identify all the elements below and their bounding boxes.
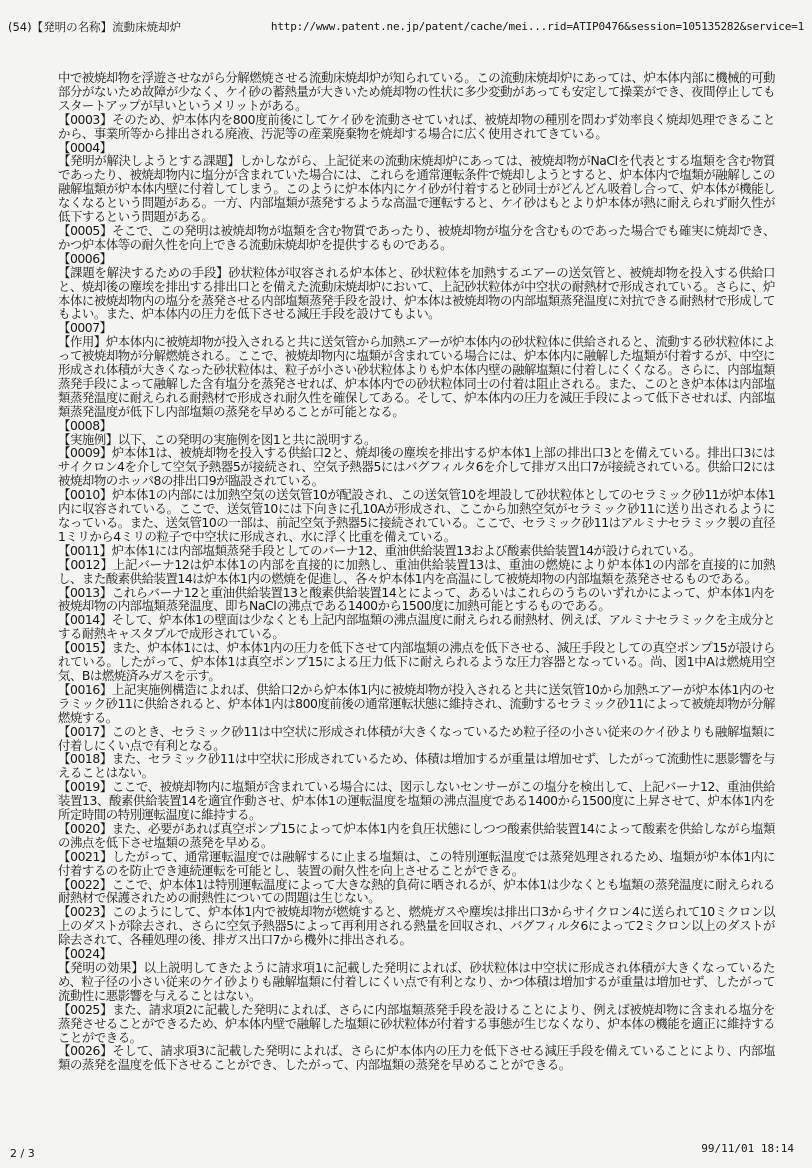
paragraph-0017: 【0017】このとき、セラミック砂11は中空状に形成され体積が大きくなっているため粒子径の小さい従来のケイ砂よりも融解塩類に付着しにくい点で有利となる。: [58, 723, 775, 753]
paragraph-0011: 【0011】炉本体1には内部塩類蒸発手段としてのバーナ12、重油供給装置13および酸素供給装置14が設けられている。: [58, 542, 701, 558]
paragraph-0016: 【0016】上記実施例構造によれば、供給口2から炉本体1内に被焼却物が投入されると共に送気管10から加熱エアーが炉本体1内のセラミック砂11に供給されると、炉本体1内は800度前後の通常運転状態に維持され、流動するセラミック砂11によって被焼却物が分解燃焼する。: [58, 681, 775, 725]
operation: 【作用】炉本体内に被焼却物が投入されると共に送気管から加熱エアーが炉本体内の砂状粒体に供給されると、流動する砂状粒体によって被焼却物が分解燃焼される。ここで、被焼却物内に塩類が含まれている場合には、炉本体内に融解した塩類が付着するが、中空に形成され体積が大きくなった砂状粒体は、粒子が小さい砂状粒体よりも炉本体内壁の融解塩類に付着しにくくなる。さらに、内部塩類蒸発手段によって融解した含有塩分を蒸発させれば、炉本体内での砂状粒体同士の付着は阻止される。また、このとき炉本体は内部塩類蒸発温度に耐えられる耐熱材で形成され耐久性を確保してある。そして、炉本体内の圧力を減圧手段によって低下させれば、内部塩類蒸発温度が低下し内部塩類の蒸発を早めることが可能となる。: [58, 334, 775, 419]
paragraph-0018: 【0018】また、セラミック砂11は中空状に形成されているため、体積は増加するが重量は増加せず、したがって流動性に悪影響を与えることはない。: [58, 751, 775, 781]
paragraph-0025: 【0025】また、請求項2に記載した発明によれば、さらに内部塩類蒸発手段を設けることにより、例えば被焼却物に含まれる塩分を蒸発させることができるため、炉本体内壁で融解した塩類に砂状粒体が付着する事態が生じなくなり、炉本体の機能を適正に維持することができる。: [58, 1001, 775, 1045]
paragraph-0004-marker: 【0004】: [58, 139, 112, 155]
paragraph-0010: 【0010】炉本体1の内部には加熱空気の送気管10が配設され、この送気管10を埋設して砂状粒体としてのセラミック砂11が炉本体1内に収容されている。ここで、送気管10には下向きに孔10Aが形成され、ここから加熱空気がセラミック砂11に送り出されるようになっている。また、送気管10の一部は、前記空気予熱器5に接続されている。ここで、セラミック砂11はアルミナセラミック製の直径1ミリから4ミリの粒子で中空状に形成され、水に浮く比重を備えている。: [58, 487, 775, 544]
source-url: http://www.patent.ne.jp/patent/cache/mei...rid=ATIP0476&session=105135282&service=1: [270, 20, 804, 33]
paragraph-0019: 【0019】ここで、被焼却物内に塩類が含まれている場合には、図示しないセンサーがこの塩分を検出して、上記バーナ12、重油供給装置13、酸素供給装置14を適宜作動させ、炉本体1の運転温度を塩類の沸点温度である1400から1500度に上昇させて、炉本体1内を所定時間の特別運転温度に維持する。: [58, 779, 775, 823]
invention-title: (54)【発明の名称】流動床焼却炉: [8, 20, 182, 34]
paragraph-0008-marker: 【0008】: [58, 417, 112, 433]
paragraph-0022: 【0022】ここで、炉本体1は特別運転温度によって大きな熱的負荷に晒されるが、炉本体1は少なくとも塩類の蒸発温度に耐えられる耐熱材で保護されための耐熱性についての問題は生じない。: [58, 876, 775, 906]
paragraph-0021: 【0021】したがって、通常運転温度では融解するに止まる塩類は、この特別運転温度では蒸発処理されるため、塩類が炉本体1内に付着するのを防止でき連続運転を可能とし、装置の耐久性を向上させることができる。: [58, 848, 775, 878]
paragraph-0026: 【0026】そして、請求項3に記載した発明によれば、さらに炉本体内の圧力を低下させる減圧手段を備えていることにより、内部塩類の蒸発を温度を低下させることができ、したがって、内部塩類の蒸発を早めることができる。: [58, 1043, 775, 1073]
paragraph-0002-continued: 中で被焼却物を浮遊させながら分解燃焼させる流動床焼却炉が知られている。この流動床焼却炉にあっては、炉本体内部に機械的可動部分がないため故障が少なく、ケイ砂の蓄熱量が大きいため焼却物の性状に多少変動があっても安定して操業ができ、夜間停止してもスタートアップが早いというメリットがある。: [58, 71, 775, 113]
paragraph-0006-marker: 【0006】: [58, 250, 112, 266]
paragraph-0009: 【0009】炉本体1は、被焼却物を投入する供給口2と、焼却後の塵埃を排出する炉本体1上部の排出口3とを備えている。排出口3にはサイクロン4を介して空気予熱器5が接続され、空気予熱器5にはバグフィルタ6を介して排ガス出口7が接続されている。供給口2には被焼却物のホッパ8の排出口9が臨設されている。: [58, 445, 775, 489]
paragraph-0015: 【0015】また、炉本体1には、炉本体1内の圧力を低下させて内部塩類の沸点を低下させる、減圧手段としての真空ポンプ15が設けられている。したがって、炉本体1は真空ポンプ15による圧力低下に耐えられるような圧力容器となっている。尚、図1中Aは燃焼用空気、Bは燃焼済みガスを示す。: [58, 640, 775, 683]
paragraph-0023: 【0023】このようにして、炉本体1内で被焼却物が燃焼すると、燃焼ガスや塵埃は排出口3からサイクロン4に送られて10ミクロン以上のダストが除去され、さらに空気予熱器5によって再利用される熱量を回収され、バグフィルタ6によって2ミクロン以上のダストが除去されて、各種処理の後、排ガス出口7から機外に排出される。: [58, 904, 775, 948]
paragraph-0020: 【0020】また、必要があれば真空ポンプ15によって炉本体1内を負圧状態にしつつ酸素供給装置14によって酸素を供給しながら塩類の沸点を低下させ塩類の蒸発を早める。: [58, 820, 775, 850]
paragraph-0007-marker: 【0007】: [58, 320, 112, 336]
problem-to-solve: 【発明が解決しようとする課題】しかしながら、上記従来の流動床焼却炉にあっては、被焼却物がNaClを代表とする塩類を含む物質であったり、被焼却物内に塩分が含まれていた場合には、これらを通常運転条件で焼却しようとすると、炉本体内で塩類が融解しこの融解塩類が炉本体内壁に付着してしまう。このように炉本体内にケイ砂が付着すると砂同士がどんどん吸着し合って、炉本体が機能しなくなるという問題がある。一方、内部塩類が蒸発するような高温で運転すると、ケイ砂はもとより炉本体が熱に耐えられず耐久性が低下するという問題がある。: [58, 153, 775, 225]
paragraph-0024-marker: 【0024】: [58, 946, 112, 962]
fax-timestamp: 99/11/01 18:14: [701, 1142, 794, 1155]
means-for-solving: 【課題を解決するための手段】砂状粒体が収容される炉本体と、砂状粒体を加熱するエアーの送気管と、被焼却物を投入する供給口と、焼却後の塵埃を排出する排出口とを備えた流動床焼却炉において、上記砂状粒体が中空状の耐熱材で形成されている。さらに、炉本体に被焼却物内の塩分を蒸発させる内部塩類蒸発手段を設け、炉本体は被焼却物の内部塩類蒸発温度に対抗できる耐熱材で形成してもよい。また、炉本体内の圧力を低下させる減圧手段を設けてもよい。: [58, 264, 775, 322]
paragraph-0003: 【0003】そのため、炉本体内を800度前後にしてケイ砂を流動させていれば、被焼却物の種別を問わず効率良く焼却処理できることから、事業所等から排出される廃液、汚泥等の産業廃棄物を焼却する場合に広く使用されてきている。: [58, 111, 775, 141]
paragraph-0012: 【0012】上記バーナ12は炉本体1の内部を直接的に加熱し、重油供給装置13は、重油の燃焼により炉本体1の内部を直接的に加熱し、また酸素供給装置14は炉本体1内の燃焼を促進し、各々炉本体1内を高温にして被焼却物の内部塩類を蒸発させるものである。: [58, 556, 775, 586]
paragraph-0014: 【0014】そして、炉本体1の壁面は少なくとも上記内部塩類の沸点温度に耐えられる耐熱材、例えば、アルミナセラミックを主成分とする耐熱キャスタブルで成形されている。: [58, 612, 775, 642]
embodiment-intro: 【実施例】以下、この発明の実施例を図1と共に説明する。: [58, 431, 376, 447]
document-body: [58, 71, 775, 1116]
paragraph-0005: 【0005】そこで、この発明は被焼却物が塩類を含む物質であったり、被焼却物が塩分を含むものであった場合でも確実に焼却でき、かつ炉本体等の耐久性を向上できる流動床焼却炉を提供するものである。: [58, 222, 775, 252]
page-number: 2 / 3: [10, 1147, 35, 1160]
paragraph-0013: 【0013】これらバーナ12と重油供給装置13と酸素供給装置14とによって、あるいはこれらのうちのいずれかによって、炉本体1内を被焼却物の内部塩類蒸発温度、即ちNaClの沸点である1400から1500度に加熱可能とするものである。: [58, 584, 775, 614]
page-header: [8, 20, 804, 36]
effects-of-invention: 【発明の効果】以上説明してきたように請求項1に記載した発明によれば、砂状粒体は中空状に形成され体積が大きくなっているため、粒子径の小さい従来のケイ砂よりも融解塩類に付着しにくい点で有利となり、かつ体積は増加するが重量は増加せず、したがって流動性に悪影響を与えることはない。: [58, 960, 775, 1003]
